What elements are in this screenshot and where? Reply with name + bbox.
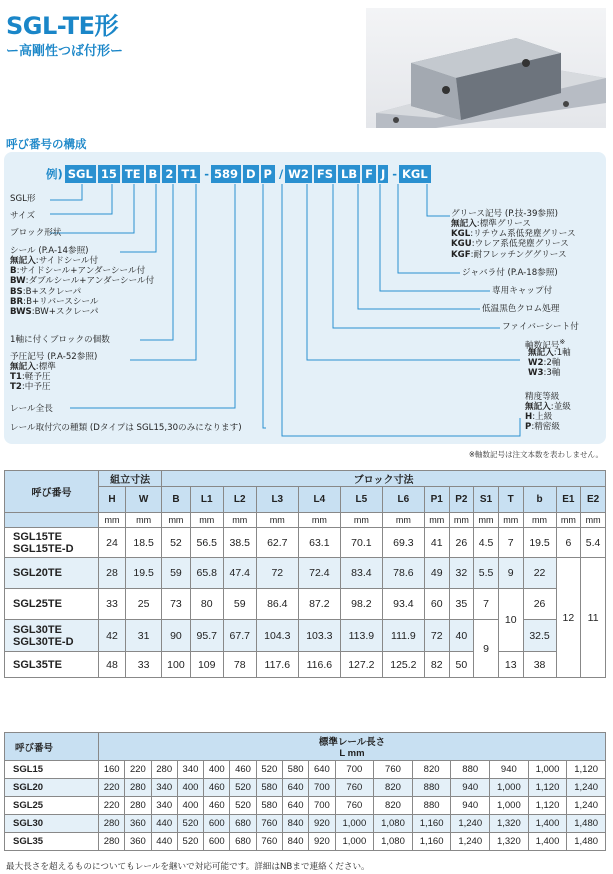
value-cell: 127.2: [340, 652, 382, 678]
value-cell: 72.4: [298, 558, 340, 589]
axis-note: ※軸数記号は注文本数を表わしません。: [468, 450, 603, 459]
value-cell: 33: [99, 589, 126, 620]
code-part: B: [146, 165, 161, 183]
unit-cell: mm: [340, 513, 382, 528]
value-cell: 19.5: [125, 558, 161, 589]
value-cell: 520: [230, 797, 256, 815]
rail-length-table: [4, 732, 606, 851]
value-cell: 460: [230, 761, 256, 779]
value-cell: 24: [99, 528, 126, 558]
axis-list: [528, 348, 571, 379]
grease-item: KGU:ウレア系低発塵グリース: [451, 239, 569, 250]
value-cell: 98.2: [340, 589, 382, 620]
col-header: T: [498, 487, 523, 513]
value-cell: 25: [125, 589, 161, 620]
value-cell: 1,400: [528, 815, 567, 833]
value-cell: 440: [151, 833, 177, 851]
col-header: P2: [449, 487, 474, 513]
label-preload: 予圧記号 (P.A-52参照): [10, 352, 98, 362]
value-cell: 87.2: [298, 589, 340, 620]
value-cell: 880: [451, 761, 490, 779]
section-title: 呼び番号の構成: [6, 137, 87, 151]
value-cell: 33: [125, 652, 161, 678]
code-part: LB: [338, 165, 360, 183]
code-part: D: [243, 165, 259, 183]
value-cell: 90: [162, 620, 191, 652]
value-cell: 6: [556, 528, 581, 558]
value-cell: 42: [99, 620, 126, 652]
value-cell: 1,120: [567, 761, 606, 779]
value-cell: 340: [177, 761, 203, 779]
model-cell: SGL35: [5, 833, 99, 851]
value-cell: 840: [282, 815, 308, 833]
accuracy-item: H:上級: [525, 412, 553, 423]
value-cell: 1,000: [490, 797, 529, 815]
value-cell: 280: [99, 815, 125, 833]
label-chrome: 低温黒色クロム処理: [482, 304, 560, 314]
value-cell: 220: [125, 761, 151, 779]
value-cell: 280: [99, 833, 125, 851]
model-cell: SGL20: [5, 779, 99, 797]
value-cell: 820: [412, 761, 451, 779]
code-part: F: [362, 165, 376, 183]
unit-cell: mm: [556, 513, 581, 528]
value-cell: 1,120: [528, 779, 567, 797]
value-cell: 1,240: [451, 815, 490, 833]
value-cell: 1,000: [335, 815, 374, 833]
value-cell: 680: [230, 833, 256, 851]
value-cell: 26: [449, 528, 474, 558]
label-fiber: ファイバーシート付: [502, 322, 579, 332]
value-cell: 1,080: [374, 833, 413, 851]
value-cell: 49: [424, 558, 449, 589]
unit-cell: mm: [581, 513, 606, 528]
code-part: W2: [285, 165, 312, 183]
label-block: ブロック形状: [10, 228, 62, 238]
model-cell: SGL15TE SGL15TE-D: [5, 528, 99, 558]
value-cell: 940: [490, 761, 529, 779]
value-cell: 93.4: [382, 589, 424, 620]
code-slash: /: [278, 166, 284, 181]
value-cell: 32.5: [523, 620, 556, 652]
model-cell: SGL30: [5, 815, 99, 833]
value-cell: 1,240: [567, 779, 606, 797]
preload-item: T1:軽予圧: [10, 372, 51, 383]
value-cell: 600: [204, 833, 230, 851]
value-cell: 60: [424, 589, 449, 620]
value-cell: 1,120: [528, 797, 567, 815]
value-cell: 1,480: [567, 815, 606, 833]
value-cell: 1,400: [528, 833, 567, 851]
value-cell: 840: [282, 833, 308, 851]
value-cell: 460: [204, 779, 230, 797]
value-cell: 1,320: [490, 833, 529, 851]
value-cell: 880: [412, 797, 451, 815]
unit-cell: mm: [99, 513, 126, 528]
preload-item: T2:中予圧: [10, 382, 51, 393]
value-cell: 760: [335, 779, 374, 797]
value-cell: 9: [498, 558, 523, 589]
value-cell: 104.3: [256, 620, 298, 652]
unit-cell: mm: [498, 513, 523, 528]
value-cell: 820: [374, 797, 413, 815]
value-cell: 520: [256, 761, 282, 779]
value-cell: 125.2: [382, 652, 424, 678]
model-cell: SGL35TE: [5, 652, 99, 678]
label-axis: 軸数記号※: [525, 338, 566, 351]
seal-item: BR:B+リバースシール: [10, 296, 99, 307]
value-cell: 880: [412, 779, 451, 797]
value-cell: 10: [498, 589, 523, 652]
label-grease: グリース記号 (P.技-39参照): [451, 209, 558, 219]
dimensions-table: [4, 470, 606, 678]
unit-cell: mm: [223, 513, 256, 528]
value-cell: 280: [151, 761, 177, 779]
accuracy-item: 無記入:並級: [525, 402, 571, 412]
value-cell: 13: [498, 652, 523, 678]
table-row: [5, 779, 606, 797]
value-cell: 70.1: [340, 528, 382, 558]
value-cell: 920: [309, 815, 335, 833]
value-cell: 52: [162, 528, 191, 558]
seal-item: BWS:BW+スクレーパ: [10, 307, 99, 318]
value-cell: 1,240: [451, 833, 490, 851]
seal-item: BW:ダブルシール+アンダーシール付: [10, 276, 155, 287]
value-cell: 26: [523, 589, 556, 620]
value-cell: 760: [335, 797, 374, 815]
value-cell: 113.9: [340, 620, 382, 652]
page-title: SGL-TE形: [6, 12, 118, 40]
code-part: 589: [211, 165, 241, 183]
label-size: サイズ: [10, 211, 36, 221]
value-cell: 400: [204, 761, 230, 779]
value-cell: 460: [204, 797, 230, 815]
value-cell: 520: [230, 779, 256, 797]
code-part: P: [261, 165, 275, 183]
table-row: [5, 652, 606, 678]
page-subtitle: ー高剛性つば付形ー: [6, 44, 124, 59]
value-cell: 940: [451, 797, 490, 815]
value-cell: 700: [335, 761, 374, 779]
col-header: b: [523, 487, 556, 513]
value-cell: 59: [162, 558, 191, 589]
value-cell: 7: [474, 589, 499, 620]
value-cell: 67.7: [223, 620, 256, 652]
col-header: H: [99, 487, 126, 513]
value-cell: 56.5: [190, 528, 223, 558]
header-rail-length: 標準レール長さ L mm: [99, 733, 606, 761]
value-cell: 580: [256, 779, 282, 797]
value-cell: 340: [151, 797, 177, 815]
model-cell: SGL15: [5, 761, 99, 779]
value-cell: 111.9: [382, 620, 424, 652]
value-cell: 640: [282, 797, 308, 815]
value-cell: 520: [177, 833, 203, 851]
code-part: KGL: [399, 165, 431, 183]
seal-item: 無記入:サイドシール付: [10, 256, 99, 266]
col-header: P1: [424, 487, 449, 513]
value-cell: 73: [162, 589, 191, 620]
value-cell: 31: [125, 620, 161, 652]
code-part: T1: [178, 165, 200, 183]
label-blocks-per-rail: 1軸に付くブロックの個数: [10, 335, 110, 345]
code-part: FS: [314, 165, 336, 183]
value-cell: 640: [309, 761, 335, 779]
value-cell: 340: [151, 779, 177, 797]
grease-item: KGL:リチウム系低発塵グリース: [451, 229, 576, 240]
col-header: E1: [556, 487, 581, 513]
header-assembly: 組立寸法: [99, 471, 162, 487]
value-cell: 65.8: [190, 558, 223, 589]
value-cell: 11: [581, 558, 606, 678]
code-part: SGL: [65, 165, 96, 183]
value-cell: 1,240: [567, 797, 606, 815]
code-part: 15: [98, 165, 120, 183]
value-cell: 940: [451, 779, 490, 797]
value-cell: 12: [556, 558, 581, 678]
unit-cell: mm: [256, 513, 298, 528]
value-cell: 78: [223, 652, 256, 678]
value-cell: 69.3: [382, 528, 424, 558]
value-cell: 116.6: [298, 652, 340, 678]
value-cell: 7: [498, 528, 523, 558]
label-cap: 専用キャップ付: [492, 286, 553, 296]
value-cell: 1,160: [412, 833, 451, 851]
model-cell: SGL25: [5, 797, 99, 815]
value-cell: 62.7: [256, 528, 298, 558]
unit-cell: mm: [162, 513, 191, 528]
value-cell: 1,480: [567, 833, 606, 851]
value-cell: 28: [99, 558, 126, 589]
value-cell: 109: [190, 652, 223, 678]
table-row: [5, 528, 606, 558]
value-cell: 1,000: [335, 833, 374, 851]
seal-item: B:サイドシール+アンダーシール付: [10, 266, 146, 277]
value-cell: 35: [449, 589, 474, 620]
value-cell: 9: [474, 620, 499, 678]
header-block: ブロック寸法: [162, 471, 606, 487]
value-cell: 280: [125, 797, 151, 815]
table-row: [5, 815, 606, 833]
unit-cell: mm: [523, 513, 556, 528]
label-seal: シール (P.A-14参照): [10, 246, 89, 256]
value-cell: 640: [282, 779, 308, 797]
value-cell: 72: [256, 558, 298, 589]
value-cell: 400: [177, 797, 203, 815]
seal-item: BS:B+スクレーパ: [10, 286, 82, 297]
value-cell: 80: [190, 589, 223, 620]
value-cell: 1,080: [374, 815, 413, 833]
value-cell: 95.7: [190, 620, 223, 652]
preload-list: [10, 362, 56, 393]
grease-list: [451, 219, 576, 260]
value-cell: 1,320: [490, 815, 529, 833]
label-rail-hole: レール取付穴の種類 (Dタイプは SGL15,30のみになります): [10, 423, 242, 433]
value-cell: 360: [125, 833, 151, 851]
code-part: 2: [162, 165, 176, 183]
value-cell: 760: [256, 815, 282, 833]
value-cell: 400: [177, 779, 203, 797]
value-cell: 220: [99, 797, 125, 815]
value-cell: 18.5: [125, 528, 161, 558]
value-cell: 1,160: [412, 815, 451, 833]
col-header: L6: [382, 487, 424, 513]
value-cell: 1,000: [528, 761, 567, 779]
value-cell: 86.4: [256, 589, 298, 620]
code-part: TE: [122, 165, 144, 183]
value-cell: 160: [99, 761, 125, 779]
value-cell: 78.6: [382, 558, 424, 589]
value-cell: 920: [309, 833, 335, 851]
preload-item: 無記入:標準: [10, 362, 56, 372]
code-dash: -: [204, 166, 209, 181]
value-cell: 700: [309, 779, 335, 797]
value-cell: 580: [256, 797, 282, 815]
value-cell: 360: [125, 815, 151, 833]
value-cell: 38: [523, 652, 556, 678]
value-cell: 760: [256, 833, 282, 851]
axis-item: W2:2軸: [528, 358, 561, 369]
value-cell: 40: [449, 620, 474, 652]
value-cell: 38.5: [223, 528, 256, 558]
value-cell: 580: [282, 761, 308, 779]
unit-cell: mm: [298, 513, 340, 528]
seal-list: [10, 256, 154, 317]
unit-cell: mm: [449, 513, 474, 528]
value-cell: 700: [309, 797, 335, 815]
unit-cell: mm: [382, 513, 424, 528]
value-cell: 440: [151, 815, 177, 833]
col-header: L1: [190, 487, 223, 513]
value-cell: 820: [374, 779, 413, 797]
value-cell: 520: [177, 815, 203, 833]
value-cell: 5.4: [581, 528, 606, 558]
table-row: [5, 558, 606, 589]
code-part: J: [378, 165, 388, 183]
value-cell: 47.4: [223, 558, 256, 589]
table-row: [5, 797, 606, 815]
model-cell: SGL30TE SGL30TE-D: [5, 620, 99, 652]
label-rail-length: レール全長: [10, 404, 53, 414]
value-cell: 760: [374, 761, 413, 779]
axis-item: 無記入:1軸: [528, 348, 571, 358]
axis-item: W3:3軸: [528, 368, 561, 379]
value-cell: 100: [162, 652, 191, 678]
value-cell: 22: [523, 558, 556, 589]
value-cell: 5.5: [474, 558, 499, 589]
value-cell: 600: [204, 815, 230, 833]
value-cell: 50: [449, 652, 474, 678]
value-cell: 41: [424, 528, 449, 558]
grease-item: KGF:耐フレッチンググリース: [451, 249, 567, 260]
label-accuracy: 精度等級: [525, 392, 560, 402]
table-row: [5, 589, 606, 620]
col-header: L5: [340, 487, 382, 513]
col-header: S1: [474, 487, 499, 513]
accuracy-item: P:精密級: [525, 422, 560, 433]
col-header: E2: [581, 487, 606, 513]
value-cell: 103.3: [298, 620, 340, 652]
value-cell: 220: [99, 779, 125, 797]
model-cell: SGL25TE: [5, 589, 99, 620]
col-header: W: [125, 487, 161, 513]
unit-cell: mm: [125, 513, 161, 528]
unit-row: [5, 513, 606, 528]
value-cell: 680: [230, 815, 256, 833]
table-row: [5, 761, 606, 779]
value-cell: 4.5: [474, 528, 499, 558]
value-cell: 48: [99, 652, 126, 678]
value-cell: 82: [424, 652, 449, 678]
grease-item: 無記入:標準グリース: [451, 219, 531, 229]
value-cell: 280: [125, 779, 151, 797]
value-cell: 19.5: [523, 528, 556, 558]
value-cell: 83.4: [340, 558, 382, 589]
value-cell: 117.6: [256, 652, 298, 678]
value-cell: 59: [223, 589, 256, 620]
accuracy-list: [525, 402, 571, 433]
header-model: 呼び番号: [5, 733, 99, 761]
col-header: B: [162, 487, 191, 513]
value-cell: 72: [424, 620, 449, 652]
col-header: L2: [223, 487, 256, 513]
table-row: [5, 833, 606, 851]
label-sgl: SGL形: [10, 194, 36, 204]
col-header: L3: [256, 487, 298, 513]
code-dash: -: [392, 166, 398, 181]
unit-cell: mm: [474, 513, 499, 528]
label-bellows: ジャバラ付 (P.A-18参照): [462, 268, 558, 278]
footnote: 最大長さを超えるものについてもレールを継いで対応可能です。詳細はNBまで連絡ください。: [6, 862, 370, 872]
col-header: L4: [298, 487, 340, 513]
unit-cell: mm: [424, 513, 449, 528]
value-cell: 32: [449, 558, 474, 589]
header-model: 呼び番号: [5, 471, 99, 513]
value-cell: 63.1: [298, 528, 340, 558]
model-cell: SGL20TE: [5, 558, 99, 589]
code-prefix: 例): [46, 166, 63, 181]
value-cell: 1,000: [490, 779, 529, 797]
unit-cell: mm: [190, 513, 223, 528]
